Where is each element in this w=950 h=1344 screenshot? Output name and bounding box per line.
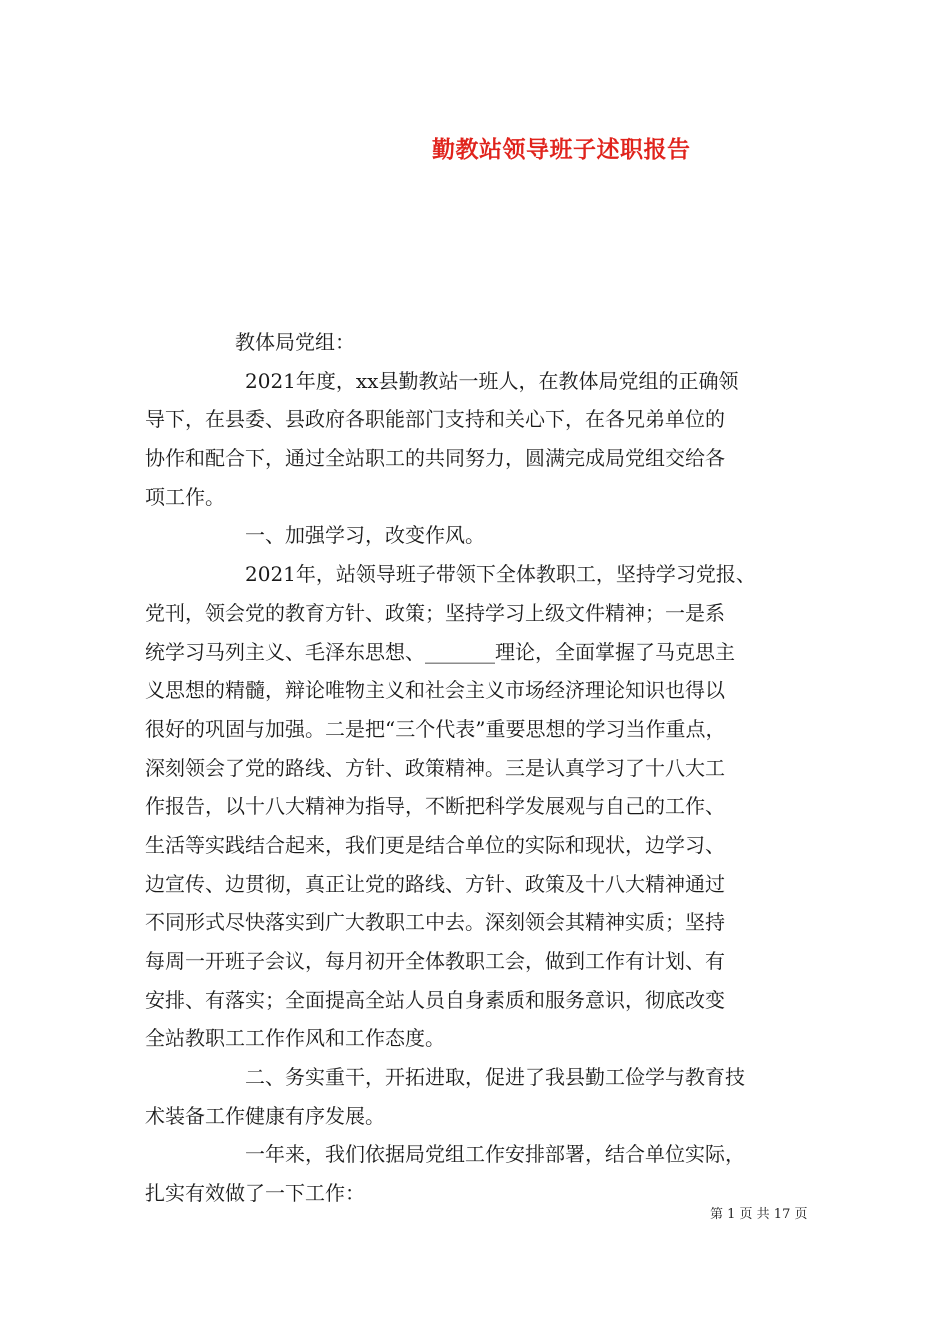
paragraph-line: 很好的巩固与加强。二是把“三个代表”重要思想的学习当作重点， bbox=[145, 716, 726, 741]
section-heading-1: 一、加强学习，改变作风。 bbox=[245, 523, 485, 548]
paragraph-line: 边宣传、边贯彻，真正让党的路线、方针、政策及十八大精神通过 bbox=[145, 871, 725, 896]
paragraph-line: 导下，在县委、县政府各职能部门支持和关心下，在各兄弟单位的 bbox=[145, 407, 725, 432]
paragraph-line: 项工作。 bbox=[145, 484, 225, 509]
paragraph-line: 安排、有落实；全面提高全站人员自身素质和服务意识，彻底改变 bbox=[145, 987, 725, 1012]
paragraph-line: 党刊，领会党的教育方针、政策；坚持学习上级文件精神；一是系 bbox=[145, 600, 725, 625]
document-body bbox=[145, 323, 823, 1213]
paragraph-line: 扎实有效做了一下工作： bbox=[145, 1181, 365, 1206]
page-number-footer: 第 1 页 共 17 页 bbox=[710, 1207, 808, 1222]
paragraph-line: 生活等实践结合起来，我们更是结合单位的实际和现状，边学习、 bbox=[145, 832, 725, 857]
paragraph-line: 2021年，站领导班子带领下全体教职工，坚持学习党报、 bbox=[245, 562, 756, 587]
paragraph-line: 一年来，我们依据局党组工作安排部署，结合单位实际， bbox=[245, 1142, 745, 1167]
paragraph-line: 每周一开班子会议，每月初开全体教职工会，做到工作有计划、有 bbox=[145, 949, 725, 973]
document-title: 勤教站领导班子述职报告 bbox=[432, 136, 691, 163]
section-heading-2: 二、务实重干，开拓进取，促进了我县勤工俭学与教育技 bbox=[245, 1065, 745, 1090]
salutation-line: 教体局党组： bbox=[235, 330, 355, 354]
section-heading-2-cont: 术装备工作健康有序发展。 bbox=[145, 1103, 385, 1128]
paragraph-line: 作报告，以十八大精神为指导，不断把科学发展观与自己的工作、 bbox=[145, 794, 725, 819]
paragraph-line: 协作和配合下，通过全站职工的共同努力，圆满完成局党组交给各 bbox=[145, 446, 725, 471]
paragraph-line: 全站教职工工作作风和工作态度。 bbox=[145, 1026, 445, 1051]
paragraph-line: 统学习马列主义、毛泽东思想、_______理论，全面掌握了马克思主 bbox=[145, 639, 735, 664]
paragraph-line: 不同形式尽快落实到广大教职工中去。深刻领会其精神实质；坚持 bbox=[145, 910, 725, 935]
paragraph-line: 义思想的精髓，辩论唯物主义和社会主义市场经济理论知识也得以 bbox=[145, 678, 725, 703]
paragraph-line: 2021年度，xx县勤教站一班人，在教体局党组的正确领 bbox=[245, 368, 739, 393]
paragraph-line: 深刻领会了党的路线、方针、政策精神。三是认真学习了十八大工 bbox=[145, 755, 725, 780]
